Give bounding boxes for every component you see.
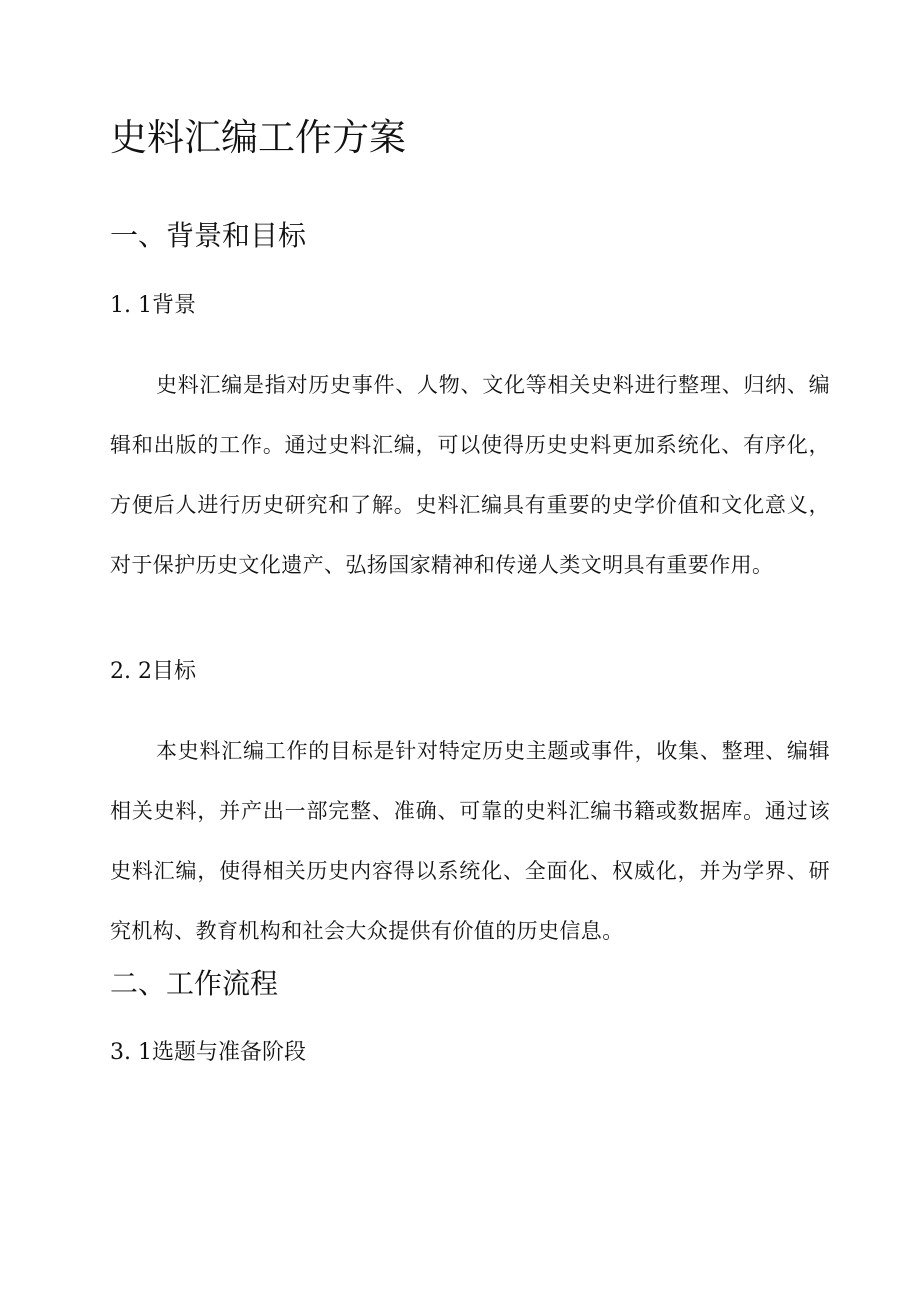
document-title: 史料汇编工作方案 xyxy=(110,116,406,159)
section-heading-background-goals: 一、背景和目标 xyxy=(110,219,307,252)
paragraph-background: 史料汇编是指对历史事件、人物、文化等相关史料进行整理、归纳、编辑和出版的工作。通过史料汇编，可以使得历史史料更加系统化、有序化，方便后人进行历史研究和了解。史料汇编具有重要的史学价值和文化意义，对于保护历史文化遗产、弘扬国家精神和传递人类文明具有重要作用。 xyxy=(110,373,830,577)
section-heading-workflow: 二、工作流程 xyxy=(110,967,279,1000)
subsection-heading-goals: 2. 2目标 xyxy=(110,659,196,684)
paragraph-goals: 本史料汇编工作的目标是针对特定历史主题或事件，收集、整理、编辑相关史料，并产出一部完整、准确、可靠的史料汇编书籍或数据库。通过该史料汇编，使得相关历史内容得以系统化、全面化、权威化，并为学界、研究机构、教育机构和社会大众提供有价值的历史信息。 xyxy=(110,739,830,943)
subsection-heading-topic-preparation: 3. 1选题与准备阶段 xyxy=(110,1040,306,1065)
subsection-heading-background: 1. 1背景 xyxy=(110,293,196,318)
